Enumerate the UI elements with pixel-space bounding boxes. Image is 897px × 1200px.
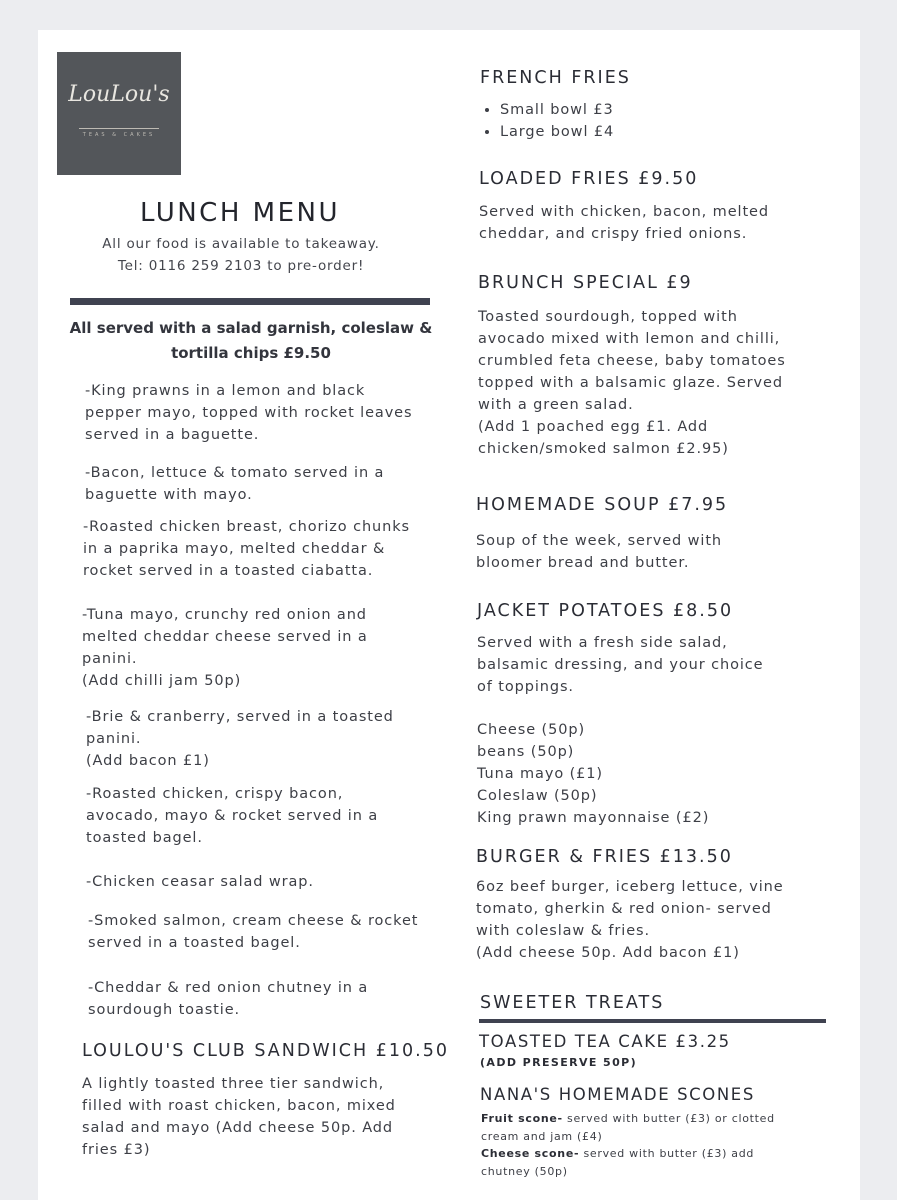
item-line: (Add cheese 50p. Add bacon £1): [476, 945, 740, 961]
item-line: rocket served in a toasted ciabatta.: [83, 563, 374, 579]
item-line: A lightly toasted three tier sandwich,: [82, 1076, 385, 1092]
logo-tagline: TEAS & CAKES: [82, 132, 156, 138]
item-line: sourdough toastie.: [88, 1002, 241, 1018]
sandwich-item-smoked-salmon: [88, 910, 418, 954]
burger-fries-heading: BURGER & FRIES £13.50: [476, 847, 733, 867]
sweeter-treats-divider: [479, 1019, 826, 1023]
fries-option-large: • Large bowl £4: [500, 121, 614, 143]
fries-option-small: • Small bowl £3: [500, 99, 614, 121]
item-line: -Cheddar & red onion chutney in a: [88, 980, 369, 996]
item-line: Toasted sourdough, topped with: [478, 309, 738, 325]
sandwich-item-blt: [85, 462, 384, 506]
item-line: served in a toasted bagel.: [88, 935, 301, 951]
cheese-scone-line-2: chutney (50p): [481, 1164, 568, 1178]
item-line: (Add chilli jam 50p): [82, 673, 242, 689]
item-line: panini.: [82, 651, 138, 667]
item-line: (Add bacon £1): [86, 753, 210, 769]
sweeter-treats-heading: SWEETER TREATS: [480, 993, 665, 1013]
item-line: -Roasted chicken, crispy bacon,: [86, 786, 344, 802]
fruit-scone-line: [481, 1110, 775, 1128]
item-line: -Brie & cranberry, served in a toasted: [86, 709, 394, 725]
logo-divider: [79, 128, 159, 129]
item-line: avocado, mayo & rocket served in a: [86, 808, 379, 824]
item-line: in a paprika mayo, melted cheddar &: [83, 541, 386, 557]
item-line: salad and mayo (Add cheese 50p. Add: [82, 1120, 394, 1136]
item-line: with coleslaw & fries.: [476, 923, 650, 939]
item-line: Served with a fresh side salad,: [477, 635, 728, 651]
topping-item: beans (50p): [477, 744, 575, 760]
topping-item: Cheese (50p): [477, 722, 586, 738]
item-line: cheddar, and crispy fried onions.: [479, 226, 748, 242]
item-line: with a green salad.: [478, 397, 634, 413]
item-line: -King prawns in a lemon and black: [85, 383, 366, 399]
item-line: fries £3): [82, 1142, 151, 1158]
topping-item: Coleslaw (50p): [477, 788, 598, 804]
item-line: topped with a balsamic glaze. Served: [478, 375, 783, 391]
item-line: -Roasted chicken breast, chorizo chunks: [83, 519, 410, 535]
cheese-scone-label: Cheese scone-: [481, 1147, 580, 1160]
cheese-scone-text: served with butter (£3) add: [579, 1147, 755, 1160]
jacket-potato-toppings: [477, 719, 709, 829]
served-with-line: All served with a salad garnish, coleslaw &: [69, 319, 433, 337]
brunch-special-description: [478, 306, 786, 460]
item-line: (Add 1 poached egg £1. Add: [478, 419, 709, 435]
item-line: melted cheddar cheese served in a: [82, 629, 368, 645]
loaded-fries-heading: LOADED FRIES £9.50: [479, 169, 699, 189]
sandwich-item-chicken-bacon: [86, 783, 378, 849]
item-line: -Smoked salmon, cream cheese & rocket: [88, 913, 419, 929]
item-line: of toppings.: [477, 679, 574, 695]
item-line: -Bacon, lettuce & tomato served in a: [85, 465, 385, 481]
club-sandwich-description: [82, 1073, 396, 1161]
item-line: Soup of the week, served with: [476, 533, 722, 549]
item-line: -Tuna mayo, crunchy red onion and: [82, 607, 367, 623]
fruit-scone-text: served with butter (£3) or clotted: [562, 1112, 775, 1125]
sandwich-item-chicken-chorizo: [83, 516, 410, 582]
takeaway-note: All our food is available to takeaway.: [102, 236, 380, 252]
item-line: 6oz beef burger, iceberg lettuce, vine: [476, 879, 784, 895]
item-line: -Chicken ceasar salad wrap.: [86, 874, 314, 890]
sandwich-served-with: [52, 316, 450, 366]
topping-item: King prawn mayonnaise (£2): [477, 810, 710, 826]
item-line: chicken/smoked salmon £2.95): [478, 441, 729, 457]
sandwich-item-cheddar-chutney: [88, 977, 368, 1021]
item-line: bloomer bread and butter.: [476, 555, 690, 571]
item-line: tomato, gherkin & red onion- served: [476, 901, 772, 917]
sandwich-item-caesar-wrap: [86, 871, 314, 893]
brunch-special-heading: BRUNCH SPECIAL £9: [478, 273, 693, 293]
fruit-scone-line-2: cream and jam (£4): [481, 1129, 603, 1143]
fruit-scone-description: [481, 1110, 775, 1180]
item-line: Served with chicken, bacon, melted: [479, 204, 769, 220]
item-line: crumbled feta cheese, baby tomatoes: [478, 353, 786, 369]
item-line: panini.: [86, 731, 142, 747]
item-line: toasted bagel.: [86, 830, 203, 846]
sandwich-item-brie: [86, 706, 394, 772]
item-line: baguette with mayo.: [85, 487, 253, 503]
item-line: served in a baguette.: [85, 427, 260, 443]
item-line: filled with roast chicken, bacon, mixed: [82, 1098, 396, 1114]
jacket-potatoes-heading: JACKET POTATOES £8.50: [477, 601, 734, 621]
phone-note: Tel: 0116 259 2103 to pre-order!: [117, 258, 365, 274]
item-line: avocado mixed with lemon and chilli,: [478, 331, 781, 347]
item-line: pepper mayo, topped with rocket leaves: [85, 405, 413, 421]
sandwich-item-king-prawn: [85, 380, 412, 446]
homemade-soup-description: [476, 530, 722, 574]
item-line: balsamic dressing, and your choice: [477, 657, 764, 673]
header-divider: [70, 298, 430, 305]
served-with-line: tortilla chips £9.50: [171, 344, 331, 362]
loaded-fries-description: [479, 201, 769, 245]
sandwich-item-tuna: [82, 604, 368, 692]
tea-cake-note: (ADD PRESERVE 50P): [480, 1056, 638, 1069]
burger-fries-description: [476, 876, 784, 964]
cheese-scone-line: [481, 1145, 775, 1163]
homemade-soup-heading: HOMEMADE SOUP £7.95: [476, 495, 729, 515]
topping-item: Tuna mayo (£1): [477, 766, 603, 782]
page-title: LUNCH MENU: [140, 198, 340, 228]
scones-heading: NANA'S HOMEMADE SCONES: [480, 1085, 755, 1104]
fruit-scone-label: Fruit scone-: [481, 1112, 563, 1125]
jacket-potatoes-description: [477, 632, 763, 698]
club-sandwich-heading: LOULOU'S CLUB SANDWICH £10.50: [82, 1041, 449, 1061]
french-fries-heading: FRENCH FRIES: [480, 68, 631, 88]
tea-cake-heading: TOASTED TEA CAKE £3.25: [479, 1032, 731, 1051]
logo-script-text: LouLou's: [68, 82, 170, 107]
loulous-logo: [57, 52, 181, 175]
french-fries-options: [480, 99, 614, 143]
